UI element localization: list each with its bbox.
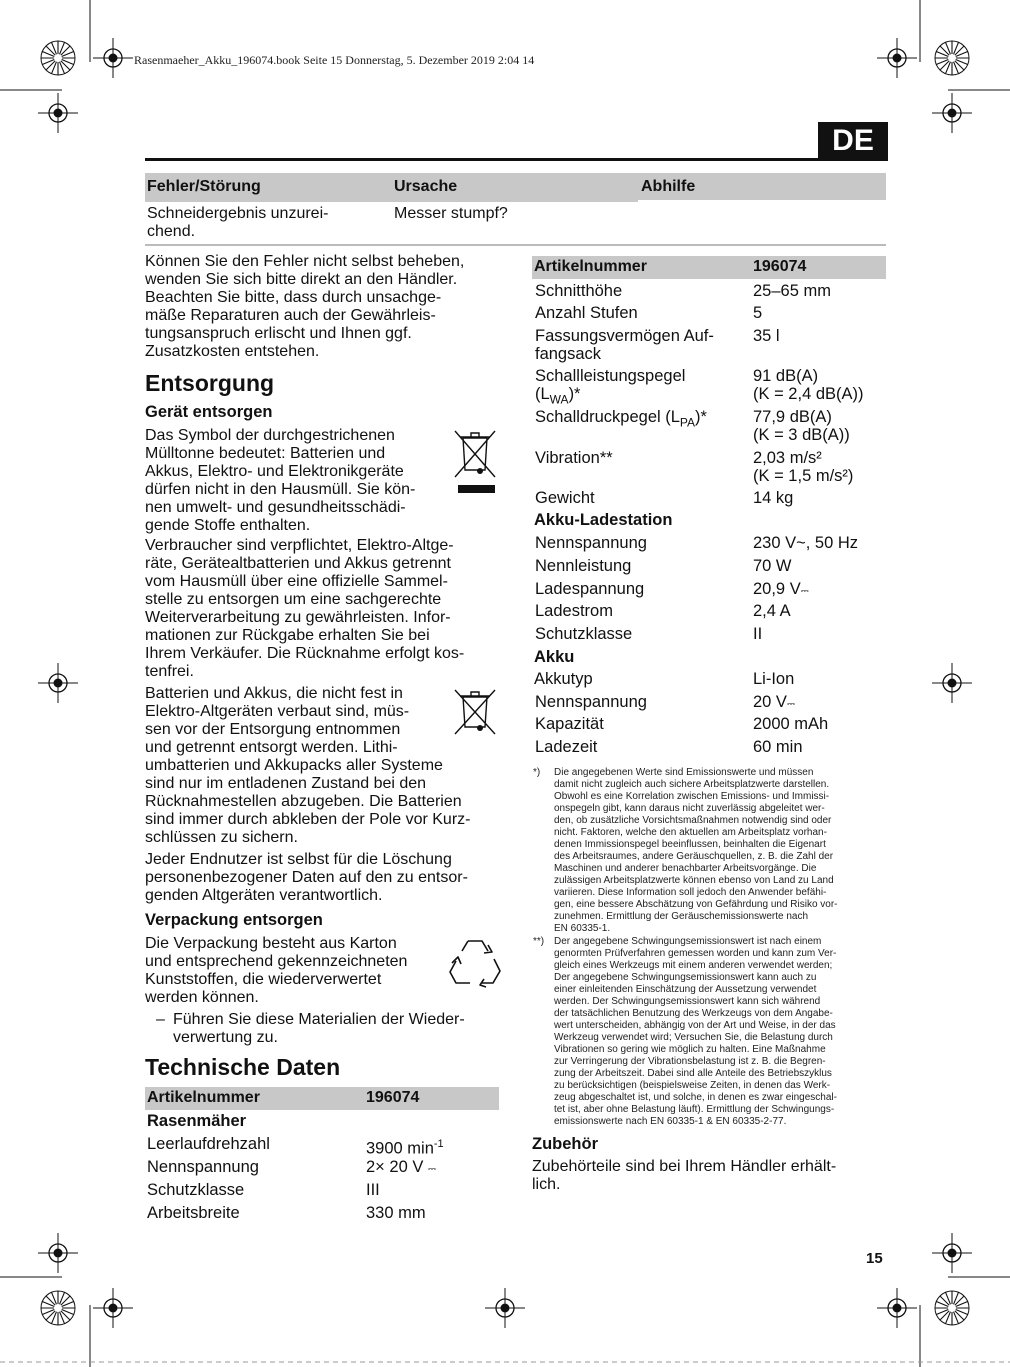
dc-symbol-icon: ⎓: [800, 586, 809, 597]
article-label: Artikelnummer: [534, 258, 647, 275]
registration-mark-icon: [932, 663, 972, 703]
dc-symbol-icon: ⎓: [786, 699, 795, 710]
cause-header: Ursache: [394, 178, 458, 195]
fault-cell: chend.: [147, 223, 196, 240]
table-cell: fangsack: [535, 345, 602, 363]
table-cell: Fassungsvermögen Auf-: [535, 327, 714, 345]
table-cell: Nennspannung: [147, 1158, 259, 1176]
table-cell: (K = 1,5 m/s²): [753, 467, 854, 485]
table-cell: 230 V~, 50 Hz: [753, 534, 859, 552]
starburst-mark-icon: [935, 1291, 969, 1325]
header-gap: [638, 200, 886, 202]
table-cell: 2,03 m/s²: [753, 449, 822, 467]
article-number: 196074: [753, 258, 807, 275]
table-cell: Schutzklasse: [535, 625, 633, 643]
book-header-line: Rasenmaeher_Akku_196074.book Seite 15 Donnerstag, 5. Dezember 2019 2:04 14: [134, 53, 535, 67]
zubehoer-paragraph: Zubehörteile sind bei Ihrem Händler erhält- lich.: [532, 1158, 837, 1193]
table-cell: 20 V⎓: [753, 693, 795, 711]
table-cell: 14 kg: [753, 489, 794, 507]
table-cell: Schnitthöhe: [535, 282, 623, 300]
spec-table-body: [532, 282, 886, 762]
tech-heading: Technische Daten: [145, 1054, 341, 1080]
cause-cell: Messer stumpf?: [394, 205, 508, 222]
table-cell: 5: [753, 304, 763, 322]
registration-mark-icon: [38, 93, 78, 133]
language-badge: DE: [818, 122, 888, 160]
table-cell: Ladestrom: [535, 602, 613, 620]
table-cell: 25–65 mm: [753, 282, 831, 300]
geraet-paragraph-4: Jeder Endnutzer ist selbst für die Löschung personenbezogener Daten auf den zu entsor- genden Altgeräten verantwortlich.: [145, 851, 468, 904]
table-bottom-rule: [145, 244, 886, 246]
table-cell: Ladespannung: [535, 580, 645, 598]
footnote-1-mark: *): [533, 767, 541, 778]
table-cell: Gewicht: [535, 489, 595, 507]
remedy-header: Abhilfe: [641, 178, 696, 195]
registration-mark-icon: [93, 38, 133, 78]
table-cell: $(L_{WA})*$: [535, 385, 581, 407]
table-cell: Akkutyp: [534, 670, 593, 688]
tech-table-body: [145, 1134, 499, 1226]
header-rule: [145, 158, 888, 161]
table-cell: Schallleistungspegel: [535, 367, 686, 385]
table-cell: Ladezeit: [535, 738, 598, 756]
tech-table-header: [145, 1087, 499, 1110]
table-cell: 2000 mAh: [753, 715, 829, 733]
starburst-mark-icon: [41, 41, 75, 75]
verpackung-paragraph: Die Verpackung besteht aus Karton und entsprechend gekennzeichneten Kunststoffen, die wiederverwertet werden können.: [145, 935, 408, 1006]
table-cell: Anzahl Stufen: [535, 304, 638, 322]
verpackung-heading: Verpackung entsorgen: [145, 911, 323, 929]
table-cell: Vibration**: [535, 449, 613, 467]
footnote-1: Die angegebenen Werte sind Emissionswerte und müssen damit nicht zugleich auch sichere Arbeitsplatzwerte darstellen. Obwohl es eine Korrelation zwischen Emissions- und Immissi- onspegeln gibt, kann daraus nicht zuverlässig abgeleitet wer- den, ob zusätzliche Vorsichtsmaßnahmen notwendig sind oder nicht. Faktoren, welche den aktuellen am Arbeitsplatz vorhan- denen Immissionspegel beeinflussen, beinhalten die Eigenart des Arbeitsraumes, andere Geräuschquellen, z. B. die Zahl der Maschinen und anderer benachbarter Arbeitsvorgänge. Die zulässigen Arbeitsplatzwerte können ebenso von Land zu Land variieren. Diese Information soll jedoch den Anwender befähi- gen, eine bessere Abschätzung von Gefährdung und Risiko vor- zunehmen. Ermittlung der Geräuschemissionswerte nach EN 60335-1.: [554, 767, 838, 934]
table-cell: 70 W: [753, 557, 792, 575]
table-cell: (K = 3 dB(A)): [753, 426, 850, 444]
rasenmaeher-section: Rasenmäher: [147, 1112, 247, 1130]
table-cell: Kapazität: [535, 715, 604, 733]
dc-symbol-icon: ⎓: [427, 1164, 435, 1175]
table-cell: 330 mm: [366, 1204, 426, 1222]
table-cell: Nennleistung: [535, 557, 632, 575]
registration-mark-icon: [877, 1288, 917, 1328]
table-cell: Nennspannung: [535, 693, 647, 711]
page-number: 15: [866, 1250, 883, 1267]
intro-paragraph: Können Sie den Fehler nicht selbst beheben, wenden Sie sich bitte direkt an den Händler. Beachten Sie bitte, dass durch unsachge- mäße Reparaturen auch der Gewährleis- tungsanspruch erlischt und Ihnen ggf. Zusatzkosten entstehen.: [145, 253, 465, 360]
geraet-paragraph-1: Das Symbol der durchgestrichenen Mülltonne bedeutet: Batterien und Akkus, Elektro- und Elektronikgeräte dürfen nicht in den Hausmüll. Sie kön- nen umwelt- und gesundheitsschädi- gende Stoffe enthalten.: [145, 427, 416, 534]
article-label: Artikelnummer: [147, 1089, 260, 1106]
registration-mark-icon: [93, 1288, 133, 1328]
fault-row: [145, 205, 886, 241]
fault-cell: Schneidergebnis unzurei-: [147, 205, 329, 222]
registration-mark-icon: [877, 38, 917, 78]
table-cell: 91 dB(A): [753, 367, 819, 385]
geraet-paragraph-2: Verbraucher sind verpflichtet, Elektro-Altge- räte, Gerätealtbatterien und Akkus getrennt vom Hausmüll über eine offizielle Sammel- stelle zu entsorgen um eine sachgerechte Weiterverarbeitung zu gewährleisten. Infor- mationen zur Rückgabe erhalten Sie bei Ihrem Verkäufer. Die Rücknahme erfolgt kos- tenfrei.: [145, 537, 465, 680]
table-cell: 2,4 A: [753, 602, 791, 620]
table-cell: Schalldruckpegel $(L_{PA})*$: [535, 408, 707, 430]
starburst-mark-icon: [935, 41, 969, 75]
entsorgung-heading: Entsorgung: [145, 370, 275, 396]
lade-section-heading: Akku-Ladestation: [534, 511, 673, 529]
footnote-2-mark: **): [533, 936, 545, 947]
registration-mark-icon: [932, 93, 972, 133]
registration-mark-icon: [38, 1233, 78, 1273]
akku-section-heading: Akku: [534, 648, 575, 666]
registration-mark-icon: [38, 663, 78, 703]
geraet-heading: Gerät entsorgen: [145, 403, 273, 421]
verpackung-list-item: Führen Sie diese Materialien der Wieder- verwertung zu.: [173, 1011, 465, 1046]
table-cell: (K = 2,4 dB(A)): [753, 385, 864, 403]
registration-mark-icon: [932, 1233, 972, 1273]
table-cell: Leerlaufdrehzahl: [147, 1135, 270, 1153]
fault-header: Fehler/Störung: [147, 178, 261, 195]
table-cell: 35 l: [753, 327, 780, 345]
table-cell: III: [366, 1181, 380, 1199]
crossed-bin-icon: [452, 686, 498, 736]
table-cell: 2× 20 V ⎓: [366, 1158, 435, 1176]
recycling-icon: [448, 935, 502, 989]
table-cell: II: [753, 625, 763, 643]
dash-bullet: –: [156, 1011, 165, 1028]
starburst-mark-icon: [41, 1291, 75, 1325]
article-number: 196074: [366, 1089, 420, 1106]
table-cell: 20,9 V⎓: [753, 580, 809, 598]
table-cell: 3900 $\min^{-1}$: [366, 1138, 444, 1158]
table-cell: 60 min: [753, 738, 803, 756]
registration-mark-icon: [485, 1288, 525, 1328]
fault-table-header: [145, 173, 886, 202]
table-cell: Nennspannung: [535, 534, 647, 552]
footnote-2: Der angegebene Schwingungsemissionswert ist nach einem genormten Prüfverfahren gemessen worden und kann zum Ver- gleich eines Werkzeugs mit einem anderen verwendet werden; Der angegebene Schwingungsemissionswert kann auch zu einer einleitenden Einschätzung der Aussetzung verwendet werden. Der Schwingungsemissionswert kann sich während der tatsächlichen Benutzung des Werkzeugs von dem Angabe- wert unterscheiden, abhängig von der Art und Weise, in der das Werkzeug verwendet wird; Versuchen Sie, die Belastung durch Vibrationen so gering wie möglich zu halten. Eine Maßnahme zur Verringerung der Vibrationsbelastung ist z. B. die Begren- zung der Arbeitszeit. Dabei sind alle Anteile des Betriebszyklus zu berücksichtigen (beispielsweise Zeiten, in denen das Werk- zeug abgeschaltet ist, und solche, in denen es zwar eingeschal- tet ist, aber ohne Belastung läuft). Ermittlung der Schwingungs- emissionswerte nach EN 60335-1 & EN 60335-2-77.: [554, 936, 837, 1127]
table-cell: Schutzklasse: [147, 1181, 245, 1199]
table-cell: Li-Ion: [753, 670, 795, 688]
table-cell: 77,9 dB(A): [753, 408, 832, 426]
spec-table-header: [532, 256, 886, 279]
zubehoer-heading: Zubehör: [532, 1135, 598, 1153]
crossed-bin-icon: [452, 427, 498, 495]
geraet-paragraph-3: Batterien und Akkus, die nicht fest in Elektro-Altgeräten verbaut sind, müs- sen vor der Entsorgung entnommen und getrennt entsorgt werden. Lithi- umbatterien und Akkupacks aller Systeme sind nur im entladenen Zustand bei den Rücknahmestellen abzugeben. Die Batterien sind immer durch abkleben der Pole vor Kurz- schlüssen zu sichern.: [145, 685, 471, 846]
table-cell: Arbeitsbreite: [147, 1204, 240, 1222]
